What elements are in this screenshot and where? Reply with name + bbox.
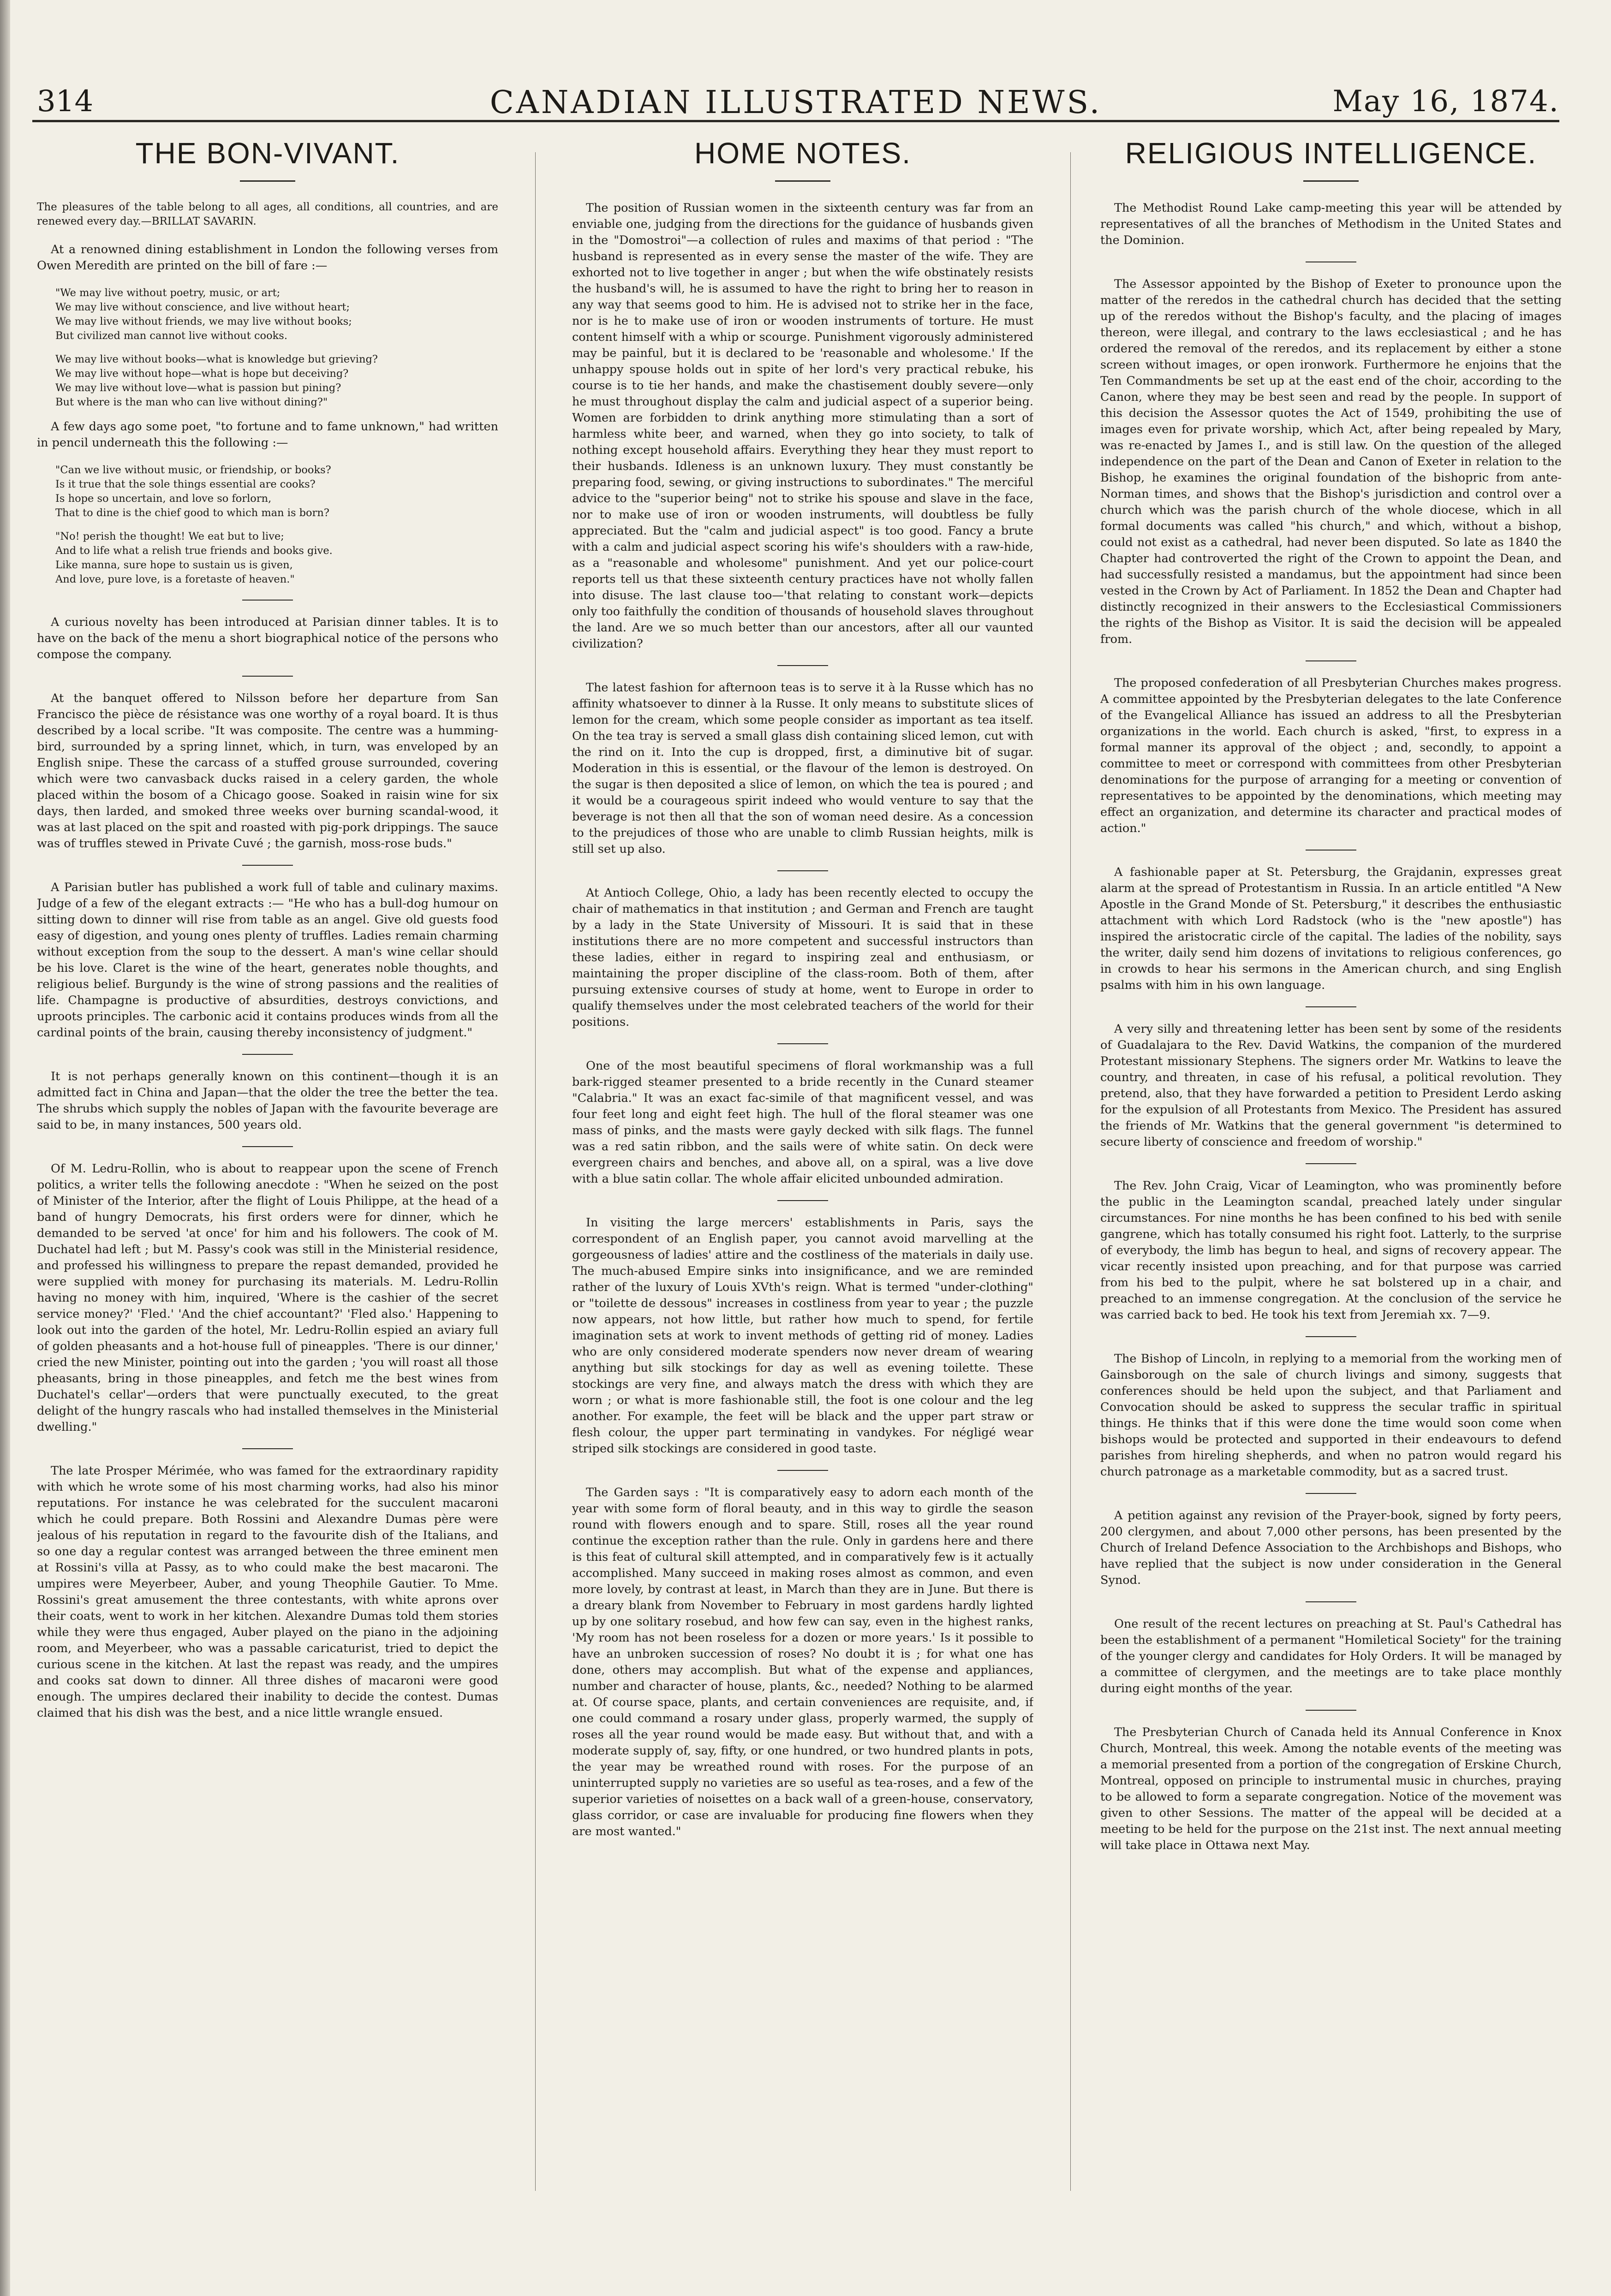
item-separator (242, 1448, 293, 1449)
item-separator (777, 1200, 828, 1201)
verse-line: We may live without hope—what is hope but deceiving? (55, 368, 349, 380)
article-paragraph: At the banquet offered to Nilsson before her departure from San Francisco the pièce de résistance was one worthy of a royal board. It is thus described by a local scribe. "It was composite. The centre was a humming-bird, surrounded by a spring linnet, which, in turn, was enveloped by an English snipe. These the carcass of a stuffed grouse surrounded, covering which were two canvasback ducks raised in a celery garden, the whole placed within the bosom of a Chicago goose. Soaked in raisin wine for six days, then larded, and smoked three weeks over burning scandal-wood, it was at last placed on the spit and roasted with pig-pork drippings. The sauce was of truffles stewed in Private Cuvé ; the garnish, moss-rose buds." (37, 691, 498, 851)
heading-rule (240, 180, 295, 182)
verse-line: Is it true that the sole things essential are cooks? (55, 478, 316, 490)
article-paragraph: At a renowned dining establishment in London the following verses from Owen Meredith are printed on the bill of fare :— (37, 243, 498, 273)
column-divider (535, 152, 536, 2191)
item-separator (242, 865, 293, 866)
verse-line: We may live without love—what is passion but pining? (55, 382, 341, 394)
verse-line: But civilized man cannot live without cooks. (55, 330, 287, 342)
column-home-notes (572, 122, 1033, 2193)
article-paragraph: The Methodist Round Lake camp-meeting this year will be attended by representatives of all the branches of Methodism in the United States and the Dominion. (1100, 201, 1562, 247)
item-separator (777, 1043, 828, 1044)
motto: The pleasures of the table belong to all ages, all conditions, all countries, and are renewed every day.—BRILLAT SAVARIN. (37, 201, 498, 227)
heading-rule (1303, 180, 1359, 182)
column-bon-vivant (37, 122, 498, 2193)
article-paragraph: The Presbyterian Church of Canada held its Annual Conference in Knox Church, Montreal, this week. Among the notable events of the meeting was a memorial presented from a portion of the congregation of Erskine Church, Montreal, opposed on principle to instrumental music in churches, praying to be allowed to form a separate congregation. Notice of the movement was given to other Sessions. The matter of the appeal will be decided at a meeting to be held for the purpose on the 21st inst. The next annual meeting will take place in Ottawa next May. (1100, 1725, 1562, 1852)
verse-line: We may live without friends, we may live without books; (55, 315, 352, 327)
verse-block (55, 352, 498, 410)
item-separator (242, 676, 293, 677)
article-paragraph: At Antioch College, Ohio, a lady has been recently elected to occupy the chair of mathematics in that institution ; and German and French are taught by a lady in the State University of Missouri. It is said that in these institutions there are no more competent and successful instructors than these ladies, either in regard to inspiring zeal and enthusiasm, or maintaining the proper discipline of the class-room. Both of them, after pursuing extensive courses of study at home, went to Europe in order to qualify themselves under the most celebrated teachers of the world for their positions. (572, 886, 1033, 1029)
item-separator (242, 1054, 293, 1055)
verse-block (55, 463, 498, 520)
item-separator (777, 870, 828, 871)
column-heading: RELIGIOUS INTELLIGENCE. (1125, 137, 1537, 170)
verse-line: "We may live without poetry, music, or art; (55, 287, 280, 299)
item-separator (777, 1470, 828, 1471)
article-paragraph: One result of the recent lectures on preaching at St. Paul's Cathedral has been the establishment of a permanent "Homiletical Society" for the training of the younger clergy and candidates for Holy Orders. It will be managed by a committee of clergymen, and the meetings are to take place monthly during eight months of the year. (1100, 1617, 1562, 1695)
column-divider (1070, 152, 1071, 2191)
article-paragraph: A petition against any revision of the Prayer-book, signed by forty peers, 200 clergymen, and about 7,000 other persons, has been presented by the Church of Ireland Defence Association to the Archbishops and Bishops, who have replied that the subject is now under consideration in the General Synod. (1100, 1509, 1562, 1587)
verse-line: And love, pure love, is a foretaste of heaven." (55, 573, 295, 585)
article-paragraph: Of M. Ledru-Rollin, who is about to reappear upon the scene of French politics, a writer tells the following anecdote : "When he seized on the post of Minister of the Interior, after the flight of Louis Philippe, at the head of a band of hungry Democrats, his first orders were for dinner, which he demanded to be served 'at once' for him and his followers. The cook of M. Duchatel had left ; but M. Passy's cook was still in the Ministerial residence, and professed his willingness to prepare the repast demanded, provided he were supplied with money for purchasing its materials. M. Ledru-Rollin having no money with him, inquired, 'Where is the cashier of the secret service money?' 'Fled.' 'And the chief accountant?' 'Fled also.' Happening to look out into the garden of the hotel, Mr. Ledru-Rollin espied an aviary full of golden pheasants and a hot-house full of pineapples. 'There is our dinner,' cried the new Minister, pointing out into the garden ; 'you will roast all those pheasants, bring in those pineapples, and fetch me the best wines from Duchatel's cellar'—orders that were punctually executed, to the great delight of the hungry rascals who had installed themselves in the Ministerial dwelling." (37, 1162, 498, 1434)
verse-line: We may live without books—what is knowledge but grieving? (55, 353, 378, 365)
verse-block (55, 286, 498, 343)
article-paragraph: One of the most beautiful specimens of floral workmanship was a full bark-rigged steamer presented to a bride recently in the Cunard steamer "Calabria." It was an exact fac-simile of that magnificent vessel, and was four feet long and eight feet high. The hull of the floral steamer was one mass of pinks, and the masts were gayly decked with silk flags. The funnel was a red satin ribbon, and the sails were of white satin. On deck were evergreen chairs and benches, and above all, on a spiral, was a live dove with a blue satin collar. The whole affair elicited unbounded admiration. (572, 1059, 1033, 1186)
verse-block (55, 529, 498, 587)
article-paragraph: A Parisian butler has published a work full of table and culinary maxims. Judge of a few of the elegant extracts :— "He who has a bull-dog humour on sitting down to dinner will rise from table as an angel. Give old guests food easy of digestion, and young ones plenty of truffles. Ladies remain charming without exception from the soup to the dessert. A man's wine cellar should be his love. Claret is the wine of the heart, generates noble thoughts, and religious belief. Burgundy is the wine of strong passions and the realities of life. Champagne is productive of absurdities, destroys convictions, and uproots principles. The carbonic acid it contains produces winds from all the cardinal points of the brain, causing thereby inconsistency of judgment." (37, 880, 498, 1040)
column-heading: THE BON-VIVANT. (135, 137, 400, 170)
item-separator (1306, 1163, 1356, 1164)
article-paragraph: A very silly and threatening letter has been sent by some of the residents of Guadalajara to the Rev. David Watkins, the companion of the murdered Protestant missionary Stephens. The signers order Mr. Watkins to leave the country, and threaten, in case of his refusal, a political revolution. They pretend, also, that they have forwarded a petition to President Lerdo asking for the expulsion of all Protestants from Mexico. The President has assured the friends of Mr. Watkins that the general government "is determined to secure liberty of conscience and freedom of worship." (1100, 1022, 1562, 1149)
item-separator (1306, 1006, 1356, 1007)
article-paragraph: The proposed confederation of all Presbyterian Churches makes progress. A committee appointed by the Presbyterian delegates to the late Conference of the Evangelical Alliance has issued an address to all the Presbyterian organizations in the world. Each church is asked, "first, to express in a formal manner its approval of the object ; and, secondly, to appoint a committee to meet or correspond with committees from other Presbyterian denominations for the purpose of arranging for a meeting or convention of representatives to be appointed by the denominations, which meeting may effect an organization, and determine its character and practical modes of action." (1100, 676, 1562, 835)
scan-edge (0, 0, 10, 2296)
verse-line: "Can we live without music, or friendship, or books? (55, 464, 331, 476)
item-separator (777, 665, 828, 666)
article-paragraph: A few days ago some poet, "to fortune and to fame unknown," had written in pencil underneath this the following :— (37, 420, 498, 450)
item-separator (1306, 1493, 1356, 1494)
article-paragraph: The position of Russian women in the sixteenth century was far from an enviable one, judging from the directions for the guidance of husbands given in the "Domostroi"—a collection of rules and maxims of that period : "The husband is represented as in every sense the master of the wife. They are exhorted not to live together in anger ; but when the wife obstinately resists the husband's will, he is assumed to have the right to bring her to reason in any way that seems good to him. He is advised not to strike her in the face, nor is he to make use of iron or wooden instruments of torture. He must content himself with a whip or scourge. Punishment vigorously administered may be painful, but it is declared to be 'reasonable and wholesome.' If the unhappy spouse holds out in spite of her lord's very practical rebuke, his course is to tie her hands, and make the chastisement doubly severe—only he must throughout display the calm and judicial aspect of a superior being. Women are forbidden to drink anything more stimulating than a sort of harmless white beer, and warned, when they go into society, to talk of nothing except household affairs. Everything they hear they must report to their husbands. Idleness is an unknown luxury. They must constantly be preparing food, sewing, or giving instructions to subordinates." The merciful advice to the "superior being" not to strike his spouse and slave in the face, nor to make use of iron or wooden instruments, will doubtless be fully appreciated. But the "calm and judicial aspect" is too good. Fancy a brute with a calm and judicial aspect scoring his wife's shoulders with a raw-hide, as a "reasonable and wholesome" punishment. And yet our police-court reports tell us that these sixteenth century practices have not wholly fallen into disuse. The last clause too—'that relating to constant work—depicts only too faithfully the condition of thousands of household slaves throughout the land. Are we so much better than our ancestors, after all our vaunted civilization? (572, 201, 1033, 651)
item-separator (1306, 1601, 1356, 1602)
article-paragraph: The latest fashion for afternoon teas is to serve it à la Russe which has no affinity whatsoever to dinner à la Russe. It only means to substitute slices of lemon for the cream, which some people consider as important as tea itself. On the tea tray is served a small glass dish containing sliced lemon, cut with the rind on it. Into the cup is dropped, first, a diminutive bit of sugar. Moderation in this is essential, or the flavour of the lemon is destroyed. On the sugar is then deposited a slice of lemon, on which the tea is poured ; and it would be a courageous spirit indeed who would venture to say that the beverage is not then all that the son of woman need desire. As a concession to the prejudices of those who are unable to climb Russian heights, milk is still set up also. (572, 681, 1033, 856)
verse-line: But where is the man who can live without dining?" (55, 396, 328, 408)
item-separator (1306, 660, 1356, 661)
item-separator (1306, 1336, 1356, 1337)
issue-date: May 16, 1874. (1332, 84, 1559, 119)
article-paragraph: The late Prosper Mérimée, who was famed for the extraordinary rapidity with which he wrote some of his most charming works, had also his minor reputations. For instance he was celebrated for the succulent macaroni which he could prepare. Both Rossini and Alexandre Dumas père were jealous of his reputation in regard to the favourite dish of the Italians, and so one day a regular contest was arranged between the three eminent men at Rossini's villa at Passy, as to who could make the best macaroni. The umpires were Meyerbeer, Auber, and young Theophile Gautier. To Mme. Rossini's great amusement the three contestants, with white aprons over their coats, went to work in her kitchen. Alexandre Dumas told them stories while they were thus engaged, Auber played on the piano in the adjoining room, and Meyerbeer, who was a passable caricaturist, tried to depict the curious scene in the kitchen. At last the repast was ready, and the umpires and cooks sat down to dinner. All three dishes of macaroni were good enough. The umpires declared their inability to decide the contest. Dumas claimed that his dish was the best, and a nice little wrangle ensued. (37, 1464, 498, 1720)
verse-line: And to life what a relish true friends and books give. (55, 545, 333, 557)
verse-line: That to dine is the chief good to which man is born? (55, 507, 329, 519)
item-separator (1306, 1710, 1356, 1711)
article-paragraph: A fashionable paper at St. Petersburg, the Grajdanin, expresses great alarm at the spread of Protestantism in Russia. In an article entitled "A New Apostle in the Grand Monde of St. Petersburg," it describes the enthusiastic attachment with which Lord Radstock (who is the "new apostle") has inspired the aristocratic circle of the capital. The ladies of the nobility, says the writer, daily send him dozens of invitations to religious conferences, go in crowds to hear his sermons in the American church, and sing English psalms with him in his own language. (1100, 865, 1562, 992)
article-paragraph: The Assessor appointed by the Bishop of Exeter to pronounce upon the matter of the reredos in the cathedral church has decided that the setting up of the reredos without the Bishop's faculty, and the placing of images thereon, were illegal, and contrary to the laws ecclesiastical ; and he has ordered the removal of the reredos, and its replacement by either a stone screen without images, or open ironwork. Furthermore he enjoins that the Ten Commandments be set up at the east end of the choir, according to the Canon, where they may be best seen and read by the people. In support of this decision the Assessor quotes the Act of 1549, prohibiting the use of images even for private worship, which Act, after being repealed by Mary, was re-enacted by James I., and is still law. On the question of the alleged independence on the part of the Dean and Canon of Exeter in relation to the Bishop, he examines the original foundation of the bishopric from ante-Norman times, and shows that the Bishop's jurisdiction and control over a church which was the parish church of the whole diocese, which in all formal documents was called "his church," and which, without a bishop, could not exist as a cathedral, had never been disputed. So late as 1840 the Chapter had controverted the right of the Crown to appoint the Dean, and had successfully resisted a mandamus, but the appointment had since been vested in the Crown by Act of Parliament. In 1852 the Dean and Chapter had distinctly recognized in their answers to the Ecclesiastical Commissioners the rights of the Bishop as Visitor. It is said the decision will be appealed from. (1100, 277, 1562, 646)
page-number: 314 (37, 84, 94, 119)
article-paragraph: It is not perhaps generally known on this continent—though it is an admitted fact in China and Japan—that the older the tree the better the tea. The shrubs which supply the nobles of Japan with the favourite beverage are said to be, in many instances, 500 years old. (37, 1070, 498, 1132)
article-paragraph: The Rev. John Craig, Vicar of Leamington, who was prominently before the public in the Leamington scandal, preached lately under singular circumstances. For nine months he has been confined to his bed with senile gangrene, which has totally consumed his right foot. Latterly, to the surprise of everybody, the limb has begun to heal, and signs of recovery appear. The vicar recently insisted upon preaching, and for that purpose was carried from his bed to the pulpit, where he sat bolstered up in a chair, and preached to an immense congregation. At the conclusion of the service he was carried back to bed. He took his text from Jeremiah xx. 7—9. (1100, 1179, 1562, 1322)
article-paragraph: The Bishop of Lincoln, in replying to a memorial from the working men of Gainsborough on the sale of church livings and simony, suggests that conferences should be held upon the subject, and that Parliament and Convocation should be asked to suppress the secular traffic in spiritual things. He thinks that if this were done the time would soon come when bishops would be protected and supported in their endeavours to defend parishes from hireling shepherds, and when no patron would regard his church patronage as a marketable commodity, but as a sacred trust. (1100, 1352, 1562, 1479)
column-heading: HOME NOTES. (694, 137, 912, 170)
article-paragraph: The Garden says : "It is comparatively easy to adorn each month of the year with some form of floral beauty, and in this way to girdle the season round with flowers enough and to spare. Still, roses all the year round continue the exception rather than the rule. Only in gardens here and there is this feat of cultural skill attempted, and in comparatively few is it actually accomplished. Many succeed in making roses almost as common, and even more lovely, by contrast at least, in March than they are in June. But there is a dreary blank from November to February in most gardens hardly lighted up by one solitary rosebud, and how few can say, even in the highest ranks, 'My room has not been roseless for a dozen or more years.' Is it possible to have an unbroken succession of roses? No doubt it is ; for what one has done, others may accomplish. But what of the expense and appliances, number and character of house, plants, &c., needed? Nothing to be alarmed at. Of course space, plants, and certain conveniences are requisite, and, if one could command a rosary under glass, properly warmed, the supply of roses all the year round would be made easy. But without that, and with a moderate supply of, say, fifty, or one hundred, or two hundred plants in pots, the year may be wreathed round with roses. For the purpose of an uninterrupted supply no varieties are so useful as tea-roses, and a few of the superior varieties of noisettes on a back wall of a green-house, conservatory, glass corridor, or case are invaluable for producing fine flowers when they are most wanted." (572, 1486, 1033, 1838)
item-separator (1306, 850, 1356, 851)
item-separator (242, 1146, 293, 1147)
publication-title: CANADIAN ILLUSTRATED NEWS. (489, 84, 1102, 121)
item-separator (242, 600, 293, 601)
masthead (32, 81, 1559, 125)
verse-line: We may live without conscience, and live without heart; (55, 301, 350, 313)
column-religious-intelligence (1100, 122, 1562, 2193)
article-paragraph: In visiting the large mercers' establishments in Paris, says the correspondent of an English paper, you cannot avoid marvelling at the gorgeousness of ladies' attire and the costliness of the materials in daily use. The much-abused Empire sinks into insignificance, and we are reminded rather of the luxury of Louis XVth's reign. What is termed "under-clothing" or "toilette de dessous" increases in costliness from year to year ; the puzzle now appears, not how little, but rather how much to spend, for fertile imagination sets at work to invent methods of getting rid of money. Ladies who are only considered moderate spenders now never dream of wearing anything but silk stockings for day as well as evening toilette. These stockings are very fine, and always match the dress with which they are worn ; or what is more fashionable still, the foot is one colour and the leg another. For example, the feet will be black and the upper part straw or flesh colour, the upper part terminating in vandykes. For négligé wear striped silk stockings are considered in good taste. (572, 1216, 1033, 1456)
verse-line: Is hope so uncertain, and love so forlorn, (55, 493, 272, 505)
verse-line: Like manna, sure hope to sustain us is given, (55, 559, 293, 571)
heading-rule (775, 180, 830, 182)
article-paragraph: A curious novelty has been introduced at Parisian dinner tables. It is to have on the back of the menu a short biographical notice of the persons who compose the company. (37, 615, 498, 661)
verse-line: "No! perish the thought! We eat but to live; (55, 530, 284, 542)
